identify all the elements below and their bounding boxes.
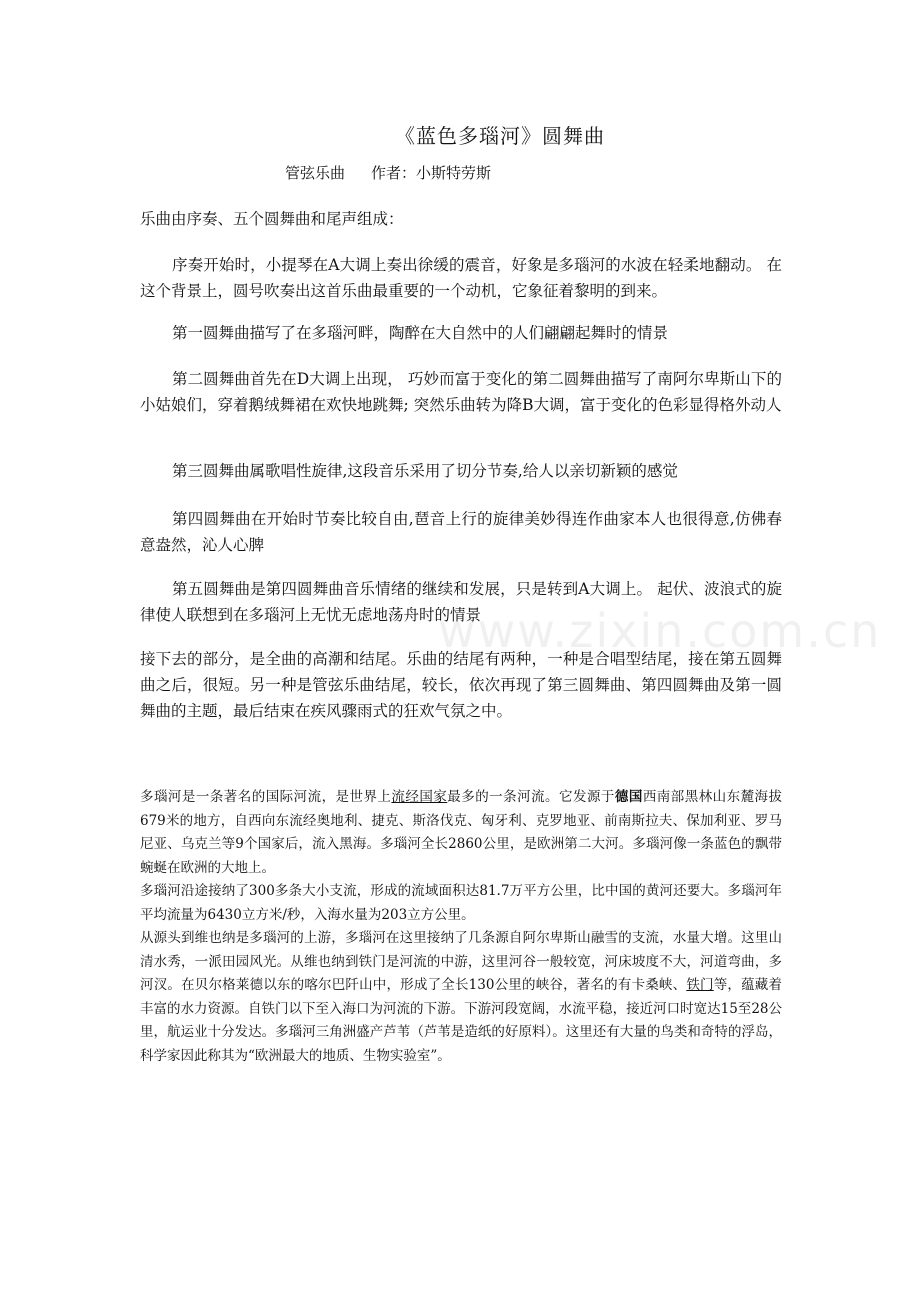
river-text: 从源头到维也纳是多瑙河的上游，多瑙河在这里接纳了几条源自阿尔卑斯山融雪的支流，水量大增。这里山清水秀，一派田园风光。从维也纳到铁门是河流的中游，这里河谷一般较宽，河床坡度不大，河道弯曲，多河汊。在贝尔格莱德以东的喀尔巴阡山中，形成了全长130公里的峡谷，著名的有卡桑峡、	[140, 930, 782, 993]
watermark: www.zixin.com.cn	[438, 604, 882, 658]
river-text: 西南部黑林山东麓海拔679米的地方，自西向东流经奥地利、捷克、斯洛伐克、匈牙利、克罗地亚、前南斯拉夫、保加利亚、罗马尼亚、乌克兰等9个国家后，流入黑海。多瑙河全长2860公里，是欧洲第二大河。多瑙河像一条蓝色的飘带蜿蜒在欧洲的大地上。	[140, 789, 783, 876]
paragraph-waltz3: 第三圆舞曲属歌唱性旋律,这段音乐采用了切分节奏,给人以亲切新颖的感觉	[172, 462, 678, 480]
bold-germany: 德国	[614, 789, 643, 805]
paragraph-waltz2: 第二圆舞曲首先在D大调上出现， 巧妙而富于变化的第二圆舞曲描写了南阿尔卑斯山下的小姑娘们，穿着鹅绒舞裙在欢快地跳舞; 突然乐曲转为降B大调，富于变化的色彩显得格外动人	[140, 370, 782, 414]
genre-label: 管弦乐曲	[285, 164, 346, 182]
river-text: 等，蕴藏着丰富的水力资源。自铁门以下至入海口为河流的下游。下游河段宽阔，水流平稳，接近河口时宽达15至28公里，航运业十分发达。多瑙河三角洲盛产芦苇（芦苇是造纸的好原料）。这里还有大量的鸟类和奇特的浮岛，科学家因此称其为“欧洲最大的地质、生物实验室”。	[140, 977, 782, 1064]
river-section	[140, 786, 782, 1068]
river-paragraph-3	[140, 927, 782, 1068]
paragraph-intro: 乐曲由序奏、五个圆舞曲和尾声组成：	[140, 210, 404, 228]
document-title: 《蓝色多瑙河》圆舞曲	[395, 124, 605, 148]
link-iron-gate[interactable]: 铁门	[686, 977, 714, 993]
paragraph-coda: 接下去的部分，是全曲的高潮和结尾。乐曲的结尾有两种，一种是合唱型结尾，接在第五圆舞曲之后，很短。另一种是管弦乐曲结尾，较长，依次再现了第三圆舞曲、第四圆舞曲及第一圆舞曲的主题，最后结束在疾风骤雨式的狂欢气氛之中。	[140, 650, 782, 720]
paragraph-waltz4: 第四圆舞曲在开始时节奏比较自由,琶音上行的旋律美妙得连作曲家本人也很得意,仿佛春意盎然，沁人心脾	[140, 510, 782, 554]
link-countries[interactable]: 流经国家	[391, 789, 448, 805]
river-text: 最多的一条河流。它发源于	[447, 789, 615, 805]
river-paragraph-2: 多瑙河沿途接纳了300多条大小支流，形成的流域面积达81.7万平方公里，比中国的黄河还要大。多瑙河年平均流量为6430立方米/秒，入海水量为203立方公里。	[140, 883, 782, 923]
paragraph-overture: 序奏开始时，小提琴在A大调上奏出徐缓的震音，好象是多瑙河的水波在轻柔地翻动。 在这个背景上，圆号吹奏出这首乐曲最重要的一个动机，它象征着黎明的到来。	[140, 256, 782, 300]
author-label: 作者：小斯特劳斯	[371, 164, 492, 182]
paragraph-waltz5: 第五圆舞曲是第四圆舞曲音乐情绪的继续和发展，只是转到A大调上。 起伏、波浪式的旋律使人联想到在多瑙河上无忧无虑地荡舟时的情景	[140, 580, 782, 624]
river-paragraph-1	[140, 786, 782, 880]
paragraph-waltz1: 第一圆舞曲描写了在多瑙河畔，陶醉在大自然中的人们翩翩起舞时的情景	[172, 324, 669, 342]
document-subtitle	[285, 162, 517, 183]
river-text: 多瑙河是一条著名的国际河流，是世界上	[140, 789, 392, 805]
